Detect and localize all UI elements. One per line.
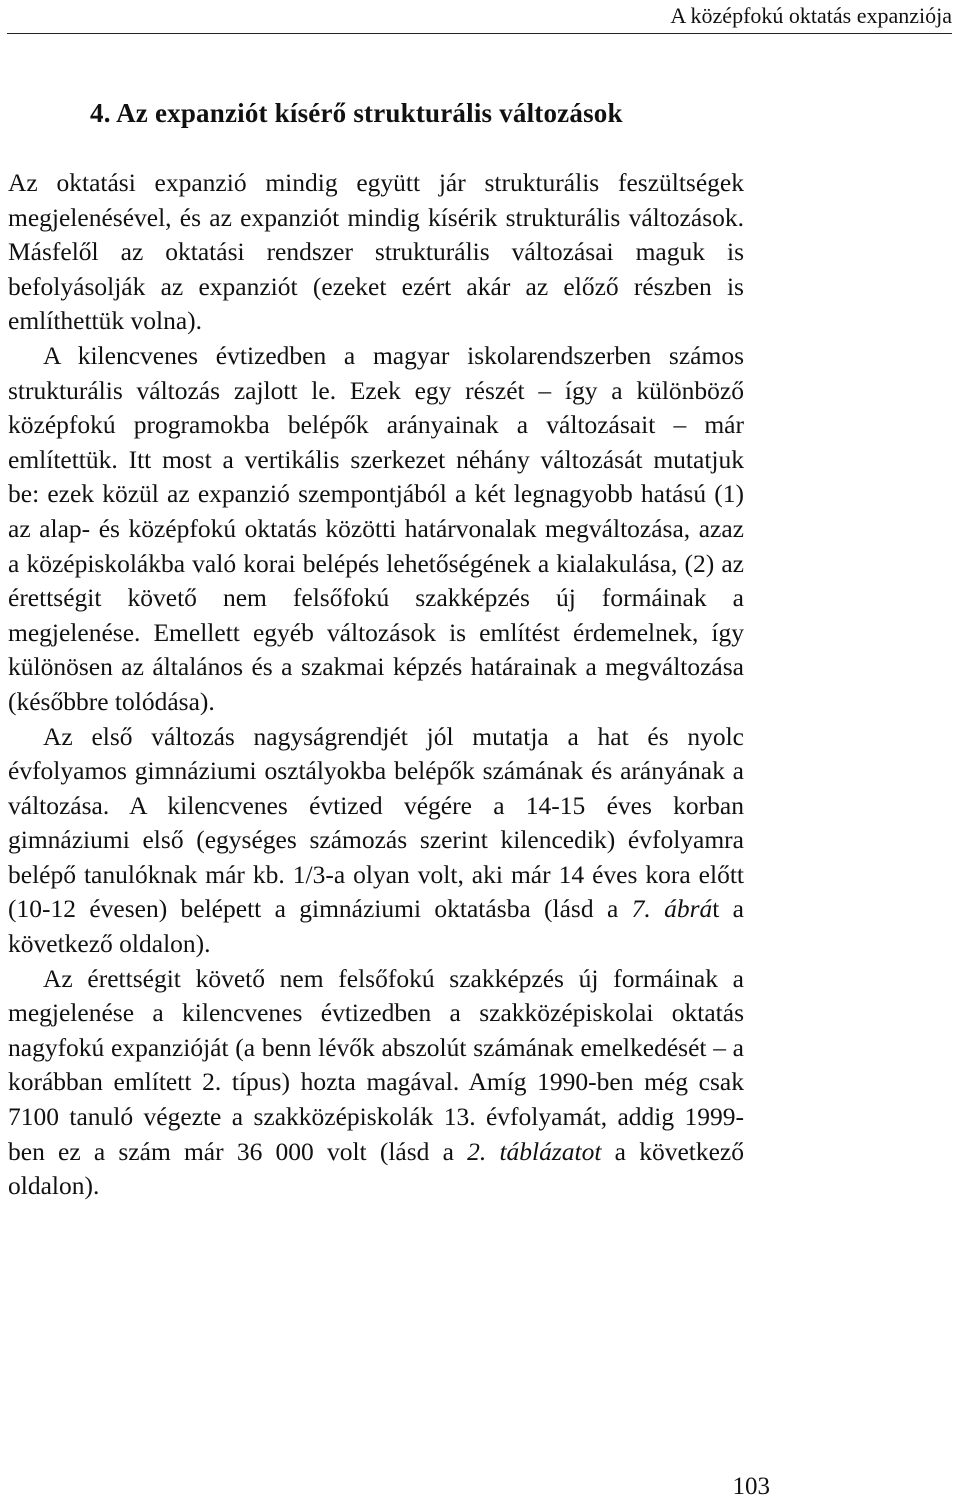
paragraph-3-text-a: Az első változás nagyságrendjét jól mutatja a hat és nyolc évfolyamos gimnáziumi osztályokba belépők számának és arányának a változása. A kilencvenes évtized végére a 14-15 éves korban gimnáziumi első (egységes számozás szerint kilencedik) évfolyamra belépő tanulóknak már kb. 1/3-a olyan volt, aki már 14 éves kora előtt (10-12 évesen) belépett a gimnáziumi oktatásba (lásd a bbox=[8, 721, 744, 924]
figure-reference: 7. ábrá bbox=[631, 894, 713, 924]
paragraph-4-text-b: a következő oldalon). bbox=[8, 1136, 744, 1201]
section-heading: 4. Az expanziót kísérő strukturális változások bbox=[90, 98, 623, 128]
paragraph-3-text-b: t a következő oldalon). bbox=[8, 894, 744, 959]
paragraph-4-text-a: Az érettségit követő nem felsőfokú szakképzés új formáinak a megjelenése a kilencvenes évtizedben a szakközépiskolai oktatás nagyfokú expanzióját (a benn lévők abszolút számának emelkedését – a korábban említett 2. típus) hozta magával. Amíg 1990-ben még csak 7100 tanuló végezte a szakközépiskolák 13. évfolyamát, addig 1999-ben ez a szám már 36 000 volt (lásd a bbox=[8, 963, 744, 1166]
running-header-title: A középfokú oktatás expanziója bbox=[670, 3, 952, 28]
paragraph-2: A kilencvenes évtizedben a magyar iskolarendszerben számos strukturális változás zajlott le. Ezek egy részét – így a különböző középfokú programokba belépők arányainak a változásait – már említettük. Itt most a vertikális szerkezet néhány változását mutatjuk be: ezek közül az expanzió szempontjából a két legnagyobb hatású (1) az alap- és középfokú oktatás közötti határvonalak megváltozása, azaz a középiskolákba való korai belépés lehetőségének a kialakulása, (2) az érettségit követő nem felsőfokú szakképzés új formáinak a megjelenése. Emellett egyéb változások is említést érdemelnek, így különösen az általános és a szakmai képzés határainak a megváltozása (későbbre tolódása). bbox=[8, 340, 744, 716]
table-reference: 2. táblázatot bbox=[467, 1136, 602, 1166]
paragraph-3 bbox=[8, 720, 744, 962]
page-number: 103 bbox=[732, 1473, 770, 1500]
paragraph-4 bbox=[8, 962, 744, 1204]
header-rule bbox=[7, 33, 952, 34]
paragraph-1: Az oktatási expanzió mindig együtt jár strukturális feszültségek megjelenésével, és az expanziót mindig kísérik strukturális változások. Másfelől az oktatási rendszer strukturális változásai maguk is befolyásolják az expanziót (ezeket ezért akár az előző részben is említhettük volna). bbox=[8, 168, 744, 336]
body-text bbox=[8, 166, 744, 1204]
